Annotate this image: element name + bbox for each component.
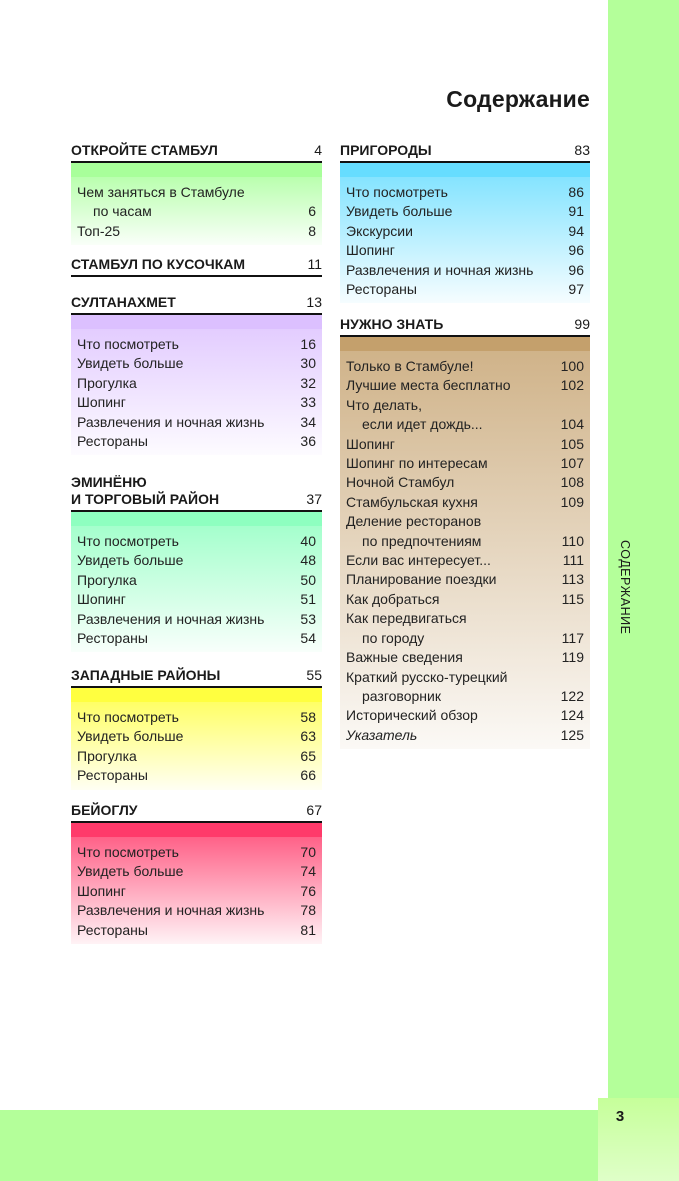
toc-entry-label-text: Что посмотреть [77,533,179,549]
toc-entry[interactable] [346,396,584,435]
toc-entry-page-number: 33 [300,394,316,411]
toc-entry-page-number: 109 [560,493,584,510]
section-color-bar [71,512,322,526]
toc-entry-page-number: 122 [560,687,584,704]
toc-entry-label [346,609,467,648]
toc-entry-label [77,571,137,590]
toc-entry-page-number: 32 [300,374,316,391]
section-color-bar [340,337,590,351]
toc-entry-label [77,551,183,570]
toc-entry-label [346,648,463,667]
toc-entry[interactable] [346,241,584,260]
toc-entry-label-text: Прогулка [77,374,137,391]
toc-entry-page-number: 78 [300,902,316,919]
toc-entry-label [77,629,148,648]
toc-entry-label-text: Рестораны [77,433,148,450]
section-entries [340,351,590,749]
toc-entry-label-text: Что посмотреть [346,184,448,200]
toc-entry-label-text: Что делать, [346,396,422,413]
toc-entry-page-number: 54 [300,630,316,647]
toc-entry-label [346,261,533,280]
toc-entry-page-number: 111 [562,552,584,569]
toc-entry-page-number: 8 [308,222,316,239]
toc-entry[interactable] [77,393,316,412]
toc-entry-label-text: Развлечения и ночная жизнь [77,610,265,627]
section-entries [71,837,322,944]
toc-entry-label [77,413,264,432]
toc-entry-label-text: Шопинг [346,242,395,259]
toc-entry-label-text: Лучшие места бесплатно [346,377,511,394]
toc-entry-page-number: 96 [568,261,584,278]
toc-entry-label [77,747,137,766]
toc-entry-label [77,590,126,609]
toc-entry-label [77,374,137,393]
toc-entry[interactable] [77,882,316,901]
toc-entry-label [77,354,183,373]
section-page-number: 13 [306,294,322,310]
toc-entry-page-number: 97 [568,281,584,298]
section-page-number: 4 [314,142,322,158]
toc-entry-page-number: 66 [300,767,316,784]
toc-entry-label [77,222,120,241]
toc-entry[interactable] [77,413,316,432]
toc-section-eminonu [71,474,322,652]
toc-entry[interactable] [346,590,584,609]
section-color-bar [340,163,590,177]
toc-entry-label-text: Как передвигаться [346,610,467,627]
toc-entry[interactable] [346,183,584,202]
toc-entry-label [77,393,126,412]
toc-entry-label [346,357,474,376]
toc-entry-label-text: Краткий русско-турецкий [346,668,508,685]
section-heading[interactable] [71,474,322,512]
section-page-number: 99 [574,316,590,332]
toc-entry[interactable] [77,862,316,881]
toc-entry-page-number: 96 [568,242,584,259]
toc-entry-label [77,921,148,940]
toc-entry-label [77,862,183,881]
section-heading[interactable] [71,256,322,277]
toc-entry-label-text: Только в Стамбуле! [346,358,474,374]
toc-entry-page-number: 76 [300,882,316,899]
section-title: ЭМИНЁНЮ И ТОРГОВЫЙ РАЙОН [71,474,220,507]
page-number: 3 [615,1108,625,1125]
toc-entry[interactable] [77,551,316,570]
toc-entry[interactable] [77,766,316,785]
toc-entry-label [346,454,488,473]
section-title: НУЖНО ЗНАТЬ [340,316,444,332]
toc-entry[interactable] [77,532,316,551]
toc-entry-label-text: Прогулка [77,571,137,588]
toc-entry[interactable] [346,435,584,454]
toc-entry[interactable] [346,570,584,589]
toc-entry-label [346,512,481,551]
toc-entry[interactable] [77,222,316,241]
toc-entry-label [346,280,417,299]
toc-entry-page-number: 48 [300,552,316,569]
toc-entry-label [77,766,148,785]
toc-entry-label-text: Рестораны [77,630,148,647]
toc-entry[interactable] [77,374,316,393]
section-color-bar [71,163,322,177]
section-heading[interactable] [71,142,322,163]
toc-entry-label [346,668,507,707]
toc-entry-label-text: Развлечения и ночная жизнь [346,261,534,278]
toc-entry-label [346,222,413,241]
toc-entry-label-text: Чем заняться в Стамбуле [77,184,245,200]
toc-entry-page-number: 102 [560,377,584,394]
toc-entry-label [77,727,183,746]
toc-entry[interactable] [77,335,316,354]
toc-entry[interactable] [77,901,316,920]
toc-entry-label [77,882,126,901]
toc-entry-label-text: Шопинг [346,435,395,452]
toc-entry-page-number: 125 [560,726,584,743]
toc-entry-label [346,551,491,570]
toc-entry-label [346,376,511,395]
toc-entry-page-number: 113 [561,571,584,588]
toc-entry-label-text: Важные сведения [346,649,463,666]
section-page-number: 67 [306,802,322,818]
toc-entry-label-continuation: по часам [93,203,152,220]
toc-entry-label [346,396,483,435]
toc-entry-label [346,726,417,745]
toc-entry[interactable] [77,354,316,373]
toc-entry-label-text: Деление ресторанов [346,513,482,530]
toc-section-zapadnye [71,667,322,790]
toc-entry-label [346,473,454,492]
toc-entry[interactable] [77,921,316,940]
toc-entry-label-text: Исторический обзор [346,707,478,724]
toc-entry-label-text: Прогулка [77,747,137,764]
toc-entry[interactable] [77,629,316,648]
toc-entry-label-continuation: по предпочтениям [362,532,482,549]
toc-entry-label [346,183,448,202]
toc-entry-label-text: Экскурсии [346,222,413,239]
toc-entry-page-number: 100 [560,358,584,374]
toc-entry-page-number: 124 [560,707,584,724]
toc-section-otkroyte [71,142,322,245]
toc-entry-label-text: Что посмотреть [77,709,179,725]
toc-entry-page-number: 91 [568,203,584,220]
toc-entry-label-continuation: если идет дождь... [362,416,483,433]
section-title: ЗАПАДНЫЕ РАЙОНЫ [71,667,221,683]
toc-entry-label [346,493,478,512]
toc-entry-page-number: 58 [300,709,316,725]
toc-entry-label [77,843,179,862]
section-title: БЕЙОГЛУ [71,802,138,818]
side-section-label: СОДЕРЖАНИЕ [618,540,632,635]
toc-entry-label [77,901,264,920]
section-entries [71,526,322,652]
toc-entry[interactable] [77,747,316,766]
toc-entry-page-number: 119 [561,649,584,666]
section-page-number: 11 [307,256,322,272]
toc-entry-label [346,241,395,260]
section-page-number: 83 [574,142,590,158]
toc-entry-label-continuation: по городу [362,629,425,646]
toc-entry-label [77,335,179,354]
toc-entry-label [77,183,245,222]
toc-section-kusochki [71,256,322,277]
toc-entry[interactable] [346,473,584,492]
toc-entry[interactable] [346,376,584,395]
toc-entry[interactable] [346,280,584,299]
toc-entry-label-text: Развлечения и ночная жизнь [77,902,265,919]
toc-entry-label-text: Увидеть больше [346,203,453,220]
toc-entry-label [77,532,179,551]
section-title: СУЛТАНАХМЕТ [71,294,176,310]
toc-entry-label-text: Ночной Стамбул [346,474,455,491]
toc-entry-page-number: 115 [561,590,584,607]
toc-entry[interactable] [346,454,584,473]
toc-entry[interactable] [346,706,584,725]
toc-entry-label-text: Шопинг [77,394,126,411]
toc-entry-page-number: 65 [300,747,316,764]
toc-entry[interactable] [77,843,316,862]
toc-entry-page-number: 117 [561,629,584,646]
section-entries [71,702,322,790]
toc-entry-label [346,590,439,609]
toc-entry-label-text: Как добраться [346,590,440,607]
toc-entry-label-text: Планирование поездки [346,571,497,588]
toc-entry[interactable] [346,512,584,551]
toc-entry-page-number: 86 [568,184,584,200]
toc-entry-label-text: Увидеть больше [77,728,184,745]
section-heading[interactable] [340,142,590,163]
toc-entry-page-number: 53 [300,610,316,627]
toc-section-nuzhno [340,316,590,749]
toc-entry[interactable] [346,648,584,667]
toc-entry-label-continuation: разговорник [362,687,441,704]
toc-entry-label-text: Что посмотреть [77,844,179,860]
toc-entry-label [77,432,148,451]
section-heading[interactable] [340,316,590,337]
toc-entry[interactable] [77,571,316,590]
toc-entry-label-text: Увидеть больше [77,863,184,880]
section-heading[interactable] [71,667,322,688]
toc-entry-page-number: 34 [300,413,316,430]
toc-entry-label [346,570,497,589]
section-heading[interactable] [71,294,322,315]
toc-entry-label [346,706,478,725]
toc-entry-page-number: 51 [300,591,316,608]
toc-entry-page-number: 16 [300,336,316,352]
toc-entry[interactable] [77,183,316,222]
section-entries [71,177,322,245]
toc-entry[interactable] [77,610,316,629]
toc-entry-page-number: 104 [560,416,584,433]
toc-entry-page-number: 50 [300,571,316,588]
toc-entry-page-number: 40 [300,533,316,549]
section-color-bar [71,315,322,329]
toc-entry-label-text: Указатель [346,726,418,743]
toc-entry[interactable] [346,551,584,570]
toc-entry[interactable] [346,609,584,648]
toc-entry[interactable] [346,202,584,221]
toc-entry[interactable] [77,727,316,746]
toc-entry[interactable] [77,708,316,727]
toc-entry-label [346,435,395,454]
section-page-number: 55 [306,667,322,683]
toc-entry-page-number: 36 [300,433,316,450]
toc-entry-page-number: 74 [300,863,316,880]
section-title: ПРИГОРОДЫ [340,142,432,158]
toc-entry[interactable] [77,432,316,451]
toc-entry-page-number: 6 [308,203,316,220]
toc-entry-label-text: Шопинг [77,882,126,899]
toc-entry-label [77,708,179,727]
toc-section-prigorody [340,142,590,303]
toc-section-beyoglu [71,802,322,944]
toc-entry-label-text: Рестораны [346,281,417,298]
section-heading[interactable] [71,802,322,823]
section-entries [71,329,322,455]
toc-entry-label-text: Увидеть больше [77,355,184,372]
section-color-bar [71,688,322,702]
toc-entry-label-text: Рестораны [77,767,148,784]
toc-entry[interactable] [346,726,584,745]
toc-entry-page-number: 105 [560,435,584,452]
toc-entry[interactable] [346,493,584,512]
toc-entry-page-number: 70 [300,844,316,860]
section-title: СТАМБУЛ ПО КУСОЧКАМ [71,256,246,272]
toc-entry-label-text: Развлечения и ночная жизнь [77,413,265,430]
toc-entry-label [346,202,452,221]
toc-entry-page-number: 110 [561,532,584,549]
toc-entry-label-text: Что посмотреть [77,336,179,352]
bottom-color-band [0,1110,598,1181]
toc-entry-page-number: 63 [300,728,316,745]
toc-section-sultanahmet [71,294,322,455]
section-page-number: 37 [306,491,322,507]
toc-entry[interactable] [77,590,316,609]
toc-entry[interactable] [346,668,584,707]
page-title: Содержание [446,86,590,112]
toc-entry-label-text: Увидеть больше [77,552,184,569]
toc-entry-page-number: 94 [568,222,584,239]
toc-entry[interactable] [346,261,584,280]
section-color-bar [71,823,322,837]
section-title: ОТКРОЙТЕ СТАМБУЛ [71,142,218,158]
toc-entry[interactable] [346,357,584,376]
toc-entry-page-number: 107 [560,455,584,472]
toc-entry-page-number: 108 [560,474,584,491]
toc-entry-label-text: Стамбульская кухня [346,493,478,510]
section-entries [340,177,590,303]
toc-entry-label-text: Рестораны [77,921,148,938]
toc-entry-label-text: Топ-25 [77,222,121,239]
toc-entry-page-number: 30 [300,355,316,372]
toc-entry-label-text: Шопинг [77,591,126,608]
toc-entry-label [77,610,264,629]
toc-entry-page-number: 81 [300,921,316,938]
toc-entry-label-text: Если вас интересует... [346,552,491,569]
toc-entry[interactable] [346,222,584,241]
toc-entry-label-text: Шопинг по интересам [346,455,488,472]
